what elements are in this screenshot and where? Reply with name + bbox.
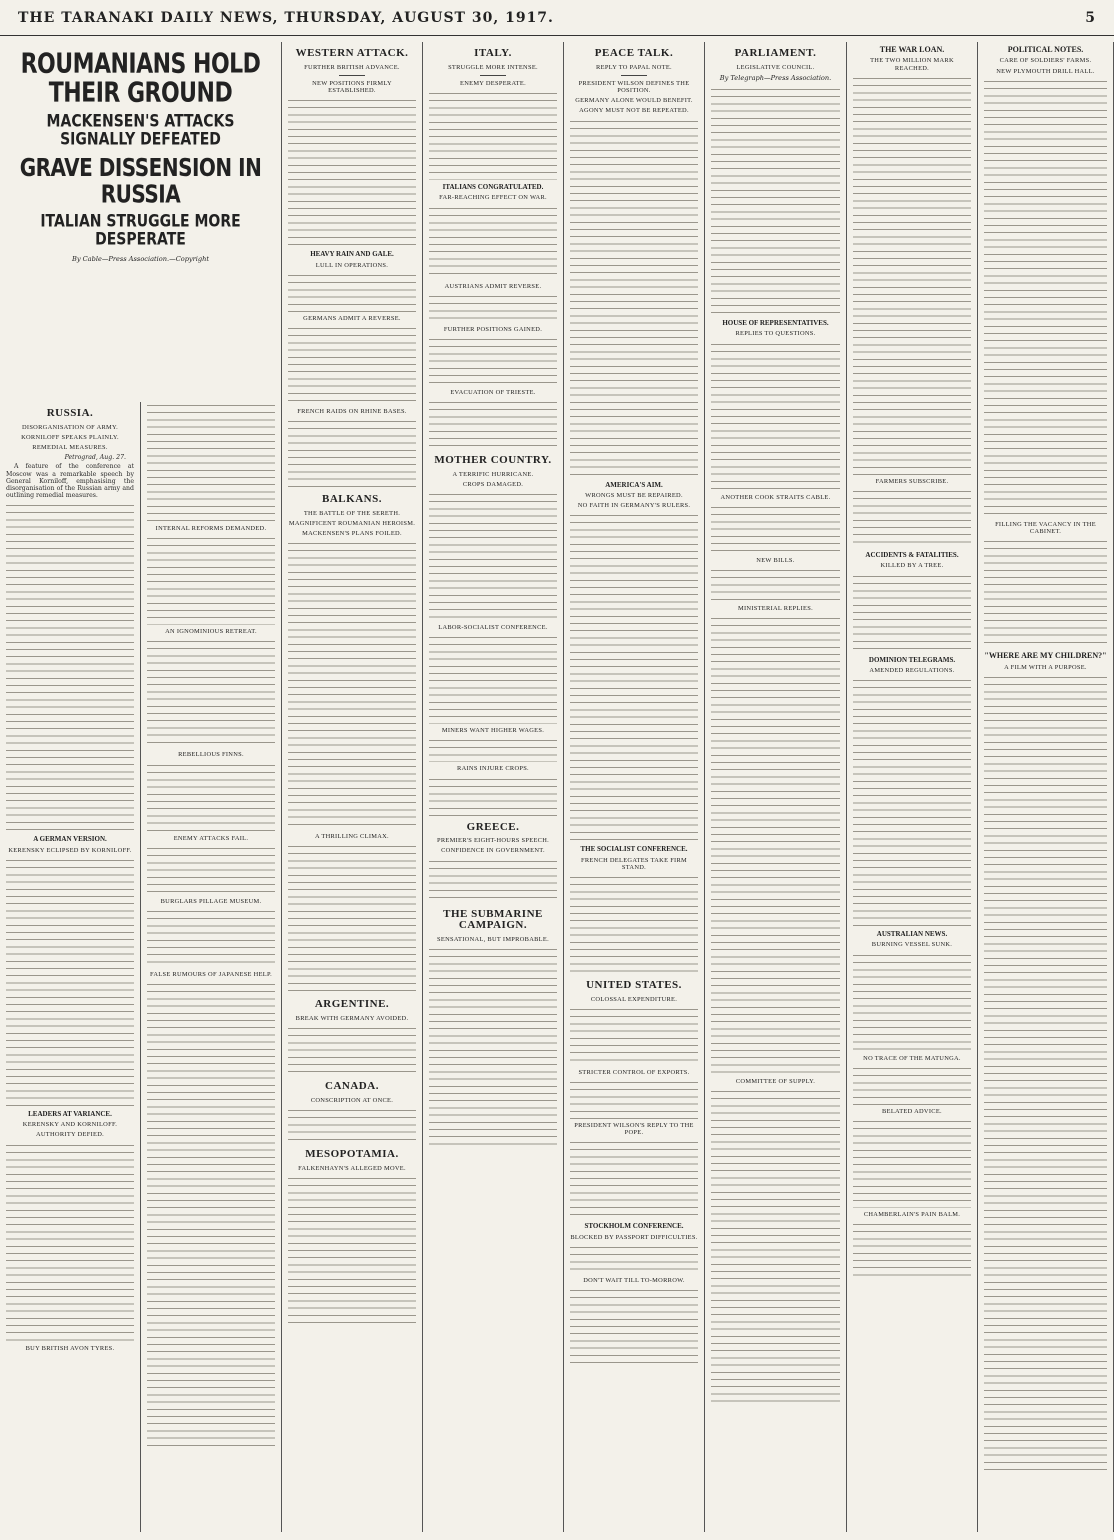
mother-body-4 (429, 776, 557, 816)
italy-sub-struggle: STRUGGLE MORE INTENSE. (448, 63, 538, 71)
russia-dateline: Petrograd, Aug. 27. (64, 454, 126, 462)
house-sub-ministerial: MINISTERIAL REPLIES. (738, 604, 813, 612)
italy-sub-further: FURTHER POSITIONS GAINED. (443, 325, 543, 333)
house-body-5 (711, 1088, 840, 1408)
political-sub-farms: CARE OF SOLDIERS' FARMS. (999, 57, 1092, 65)
submarine-body (429, 946, 557, 1146)
america-sub-wrongs: WRONGS MUST BE REPAIRED. (585, 491, 683, 499)
children-body (984, 674, 1107, 1474)
socialist-body (570, 874, 698, 974)
russia-sub-korniloff: KORNILOFF SPEAKS PLAINLY. (21, 433, 119, 441)
column-italy (423, 42, 564, 1532)
russia-sub-remedial: REMEDIAL MEASURES. (32, 443, 108, 451)
column-parliament (705, 42, 847, 1532)
political-body-2 (984, 538, 1107, 648)
col2-body-4 (147, 762, 275, 832)
warloan-title: THE WAR LOAN. (879, 45, 945, 54)
italy-sub-enemy: ENEMY DESPERATE. (460, 79, 526, 87)
russia-sub-german-version: A GERMAN VERSION. (33, 835, 107, 844)
ad-body (570, 1287, 698, 1367)
russia-sub-kerensky-korniloff: KERENSKY AND KORNILOFF. (22, 1121, 118, 1129)
australian-body-2 (853, 1065, 971, 1105)
political-body-1 (984, 78, 1107, 518)
warloan-sub-farmers: FARMERS SUBSCRIBE. (875, 477, 949, 485)
house-body-4 (711, 615, 840, 1075)
balkans-body-2 (288, 843, 416, 993)
us-sub-reply-pope: PRESIDENT WILSON'S REPLY TO THE POPE. (574, 1122, 694, 1137)
western-body-2 (288, 272, 416, 312)
greece-sub-speech: PREMIER'S EIGHT-HOURS SPEECH. (436, 837, 550, 845)
western-title: WESTERN ATTACK. (295, 47, 409, 59)
children-title: "WHERE ARE MY CHILDREN?" (984, 651, 1107, 661)
canada-sub: CONSCRIPTION AT ONCE. (310, 1096, 394, 1104)
col2-body-1 (147, 402, 275, 522)
australian-sub-burning: BURNING VESSEL SUNK. (871, 941, 953, 949)
argentine-body (288, 1025, 416, 1075)
mother-country-title: MOTHER COUNTRY. (434, 454, 552, 467)
canada-body (288, 1107, 416, 1143)
socialist-sub: FRENCH DELEGATES TAKE FIRM STAND. (580, 856, 688, 871)
australian-body-3 (853, 1118, 971, 1208)
america-title: AMERICA'S AIM. (605, 480, 663, 489)
dominion-sub: AMENDED REGULATIONS. (869, 666, 955, 674)
balkans-sub-sereth: THE BATTLE OF THE SERETH. (303, 509, 401, 517)
italy-body-3 (429, 293, 557, 323)
us-body-1 (570, 1006, 698, 1066)
argentine-sub: BREAK WITH GERMANY AVOIDED. (295, 1015, 409, 1023)
western-sub-germans-admit: GERMANS ADMIT A REVERSE. (303, 314, 401, 322)
accidents-title: ACCIDENTS & FATALITIES. (865, 551, 959, 559)
mother-sub-miners: MINERS WANT HIGHER WAGES. (441, 727, 545, 735)
accidents-sub-tree: KILLED BY A TREE. (880, 562, 944, 570)
balkans-sub-heroism: MAGNIFICENT ROUMANIAN HEROISM. (288, 519, 416, 527)
warloan-sub: THE TWO MILLION MARK REACHED. (870, 57, 954, 72)
column-political (978, 42, 1114, 1532)
balkans-body-1 (288, 540, 416, 830)
column-western (282, 42, 423, 1532)
socialist-title: THE SOCIALIST CONFERENCE. (580, 845, 688, 854)
headline-roumanians: ROUMANIANS HOLD THEIR GROUND (20, 48, 261, 110)
us-sub-expenditure: COLOSSAL EXPENDITURE. (590, 995, 678, 1003)
balkans-title: BALKANS. (322, 493, 382, 506)
house-title: HOUSE OF REPRESENTATIVES. (722, 318, 829, 327)
stockholm-title: STOCKHOLM CONFERENCE. (584, 1222, 684, 1231)
stockholm-body (570, 1244, 698, 1274)
mother-body-2 (429, 634, 557, 724)
house-body-1 (711, 341, 840, 491)
peace-sub-germany: GERMANY ALONE WOULD BENEFIT. (575, 97, 693, 105)
accidents-body (853, 573, 971, 653)
mesopotamia-body (288, 1175, 416, 1325)
balkans-sub-foiled: MACKENSEN'S PLANS FOILED. (302, 530, 402, 538)
house-sub-bills: NEW BILLS. (756, 556, 795, 564)
column-war-loan (847, 42, 978, 1532)
western-body-3 (288, 325, 416, 405)
political-sub-drill-hall: NEW PLYMOUTH DRILL HALL. (996, 67, 1095, 75)
ad-dont-wait: DON'T WAIT TILL TO-MORROW. (583, 1276, 685, 1284)
mother-sub-labor: LABOR-SOCIALIST CONFERENCE. (438, 624, 548, 632)
house-sub-supply: COMMITTEE OF SUPPLY. (735, 1078, 816, 1086)
western-body-4 (288, 418, 416, 488)
us-title: UNITED STATES. (586, 979, 682, 992)
col2-sub-enemy-attacks: ENEMY ATTACKS FAIL. (173, 834, 249, 842)
front-headlines (0, 42, 282, 402)
parliament-body-1 (711, 86, 840, 316)
peace-sub-reply: REPLY TO PAPAL NOTE. (596, 63, 672, 71)
submarine-sub: SENSATIONAL, BUT IMPROBABLE. (437, 935, 549, 943)
col2-sub-burglars: BURGLARS PILLAGE MUSEUM. (160, 897, 262, 905)
headline-russia: GRAVE DISSENSION IN RUSSIA (19, 151, 262, 209)
balkans-sub-climax: A THRILLING CLIMAX. (315, 833, 389, 841)
mother-body-1 (429, 491, 557, 621)
italy-title: ITALY. (474, 47, 512, 59)
italy-body-2 (429, 205, 557, 280)
peace-sub-agony: AGONY MUST NOT BE REPEATED. (579, 107, 689, 115)
mother-sub-crops: CROPS DAMAGED. (462, 480, 524, 488)
russia-lead: A feature of the conference at Moscow was a remarkable speech by General Korniloff, emphasising the disorganisation of the Russian army and outlining remedial measures. (6, 463, 134, 500)
us-body-2 (570, 1079, 698, 1119)
russia-body-text-3 (6, 1142, 134, 1342)
col2-sub-finns: REBELLIOUS FINNS. (178, 751, 244, 759)
col2-body-7 (147, 981, 275, 1451)
america-sub-faith: NO FAITH IN GERMANY'S RULERS. (577, 502, 691, 510)
parliament-title: PARLIAMENT. (734, 47, 817, 59)
column-russia (0, 402, 141, 1532)
masthead (0, 0, 1114, 36)
western-sub-french-raids: FRENCH RAIDS ON RHINE BASES. (297, 407, 407, 415)
russia-body-text (6, 502, 134, 832)
page-number: 5 (1085, 9, 1096, 26)
italy-body-4 (429, 336, 557, 386)
australian-body-1 (853, 952, 971, 1052)
column-russia-continued (141, 402, 282, 1532)
parliament-byline: By Telegraph—Press Association. (719, 73, 832, 82)
warloan-body (853, 75, 971, 475)
children-sub: A FILM WITH A PURPOSE. (1004, 663, 1087, 671)
col2-body-3 (147, 638, 275, 748)
mother-sub-hurricane: A TERRIFIC HURRICANE. (452, 470, 534, 478)
farmers-body (853, 488, 971, 548)
headline-italian: ITALIAN STRUGGLE MORE DESPERATE (40, 211, 241, 249)
house-sub-cable: ANOTHER COOK STRAITS CABLE. (720, 493, 831, 501)
col2-body-2 (147, 535, 275, 625)
russia-sub-kerensky: KERENSKY ECLIPSED BY KORNILOFF. (8, 846, 132, 854)
peace-sub-wilson: PRESIDENT WILSON DEFINES THE POSITION. (578, 79, 690, 94)
mother-sub-rains: RAINS INJURE CROPS. (457, 765, 529, 773)
western-sub-rain: HEAVY RAIN AND GALE. (310, 250, 394, 259)
western-body-1 (288, 97, 416, 247)
italy-body-1 (429, 90, 557, 180)
parliament-sub-council: LEGISLATIVE COUNCIL. (736, 63, 815, 71)
col2-sub-retreat: AN IGNOMINIOUS RETREAT. (165, 628, 257, 636)
greece-body (429, 858, 557, 903)
peace-body-1 (570, 118, 698, 478)
russia-sub-leaders: LEADERS AT VARIANCE. (28, 1109, 112, 1118)
column-peace (564, 42, 705, 1532)
greece-sub-confidence: CONFIDENCE IN GOVERNMENT. (441, 847, 545, 855)
greece-title: GREECE. (466, 820, 520, 833)
western-sub-lull: LULL IN OPERATIONS. (315, 261, 389, 269)
italy-sub-trieste: EVACUATION OF TRIESTE. (450, 388, 536, 396)
australian-sub-matunga: NO TRACE OF THE MATUNGA. (863, 1054, 961, 1062)
us-body-3 (570, 1139, 698, 1219)
section-russia-title: RUSSIA. (46, 407, 94, 419)
russia-sub-authority: AUTHORITY DEFIED. (35, 1131, 105, 1139)
argentine-title: ARGENTINE. (314, 998, 390, 1011)
col2-body-5 (147, 845, 275, 895)
col2-sub-japanese: FALSE RUMOURS OF JAPANESE HELP. (149, 971, 273, 979)
ad-avon-tyres: BUY BRITISH AVON TYRES. (25, 1344, 115, 1352)
us-sub-exports: STRICTER CONTROL OF EXPORTS. (578, 1068, 690, 1076)
stockholm-sub: BLOCKED BY PASSPORT DIFFICULTIES. (570, 1233, 698, 1241)
italy-sub-far-reaching: FAR-REACHING EFFECT ON WAR. (439, 194, 547, 202)
ad-pain-balm: CHAMBERLAIN'S PAIN BALM. (863, 1211, 961, 1219)
house-body-2 (711, 504, 840, 554)
cable-byline: By Cable—Press Association.—Copyright (71, 254, 210, 263)
dominion-title: DOMINION TELEGRAMS. (868, 655, 956, 664)
house-sub-replies: REPLIES TO QUESTIONS. (735, 330, 816, 338)
america-body (570, 512, 698, 842)
italy-sub-congratulated: ITALIANS CONGRATULATED. (442, 182, 544, 191)
balm-body (853, 1221, 971, 1281)
italy-sub-austrians: AUSTRIANS ADMIT REVERSE. (444, 282, 542, 290)
dominion-body (853, 677, 971, 927)
political-title: POLITICAL NOTES. (1007, 45, 1084, 54)
canada-title: CANADA. (325, 1080, 379, 1093)
mesopotamia-title: MESOPOTAMIA. (305, 1147, 399, 1160)
western-sub-positions: NEW POSITIONS FIRMLY ESTABLISHED. (312, 79, 392, 94)
col2-sub-internal-reforms: INTERNAL REFORMS DEMANDED. (155, 525, 267, 532)
mother-body-3 (429, 737, 557, 762)
newspaper-title: THE TARANAKI DAILY NEWS, THURSDAY, AUGUST 30, 1917. (18, 9, 554, 26)
russia-sub-disorganisation: DISORGANISATION OF ARMY. (21, 423, 119, 431)
headline-mackensen: MACKENSEN'S ATTACKS SIGNALLY DEFEATED (46, 112, 235, 149)
house-body-3 (711, 567, 840, 602)
submarine-title: THE SUBMARINE CAMPAIGN. (443, 907, 543, 932)
mesopotamia-sub: FALKENHAYN'S ALLEGED MOVE. (298, 1164, 406, 1172)
australian-sub-belated: BELATED ADVICE. (882, 1107, 942, 1115)
western-sub-advance: FURTHER BRITISH ADVANCE. (304, 63, 400, 71)
italy-body-5 (429, 399, 557, 449)
australian-title: AUSTRALIAN NEWS. (876, 930, 948, 939)
political-sub-cabinet: FILLING THE VACANCY IN THE CABINET. (995, 520, 1096, 535)
peace-title: PEACE TALK. (594, 47, 674, 59)
russia-body-text-2 (6, 857, 134, 1107)
col2-body-6 (147, 908, 275, 968)
